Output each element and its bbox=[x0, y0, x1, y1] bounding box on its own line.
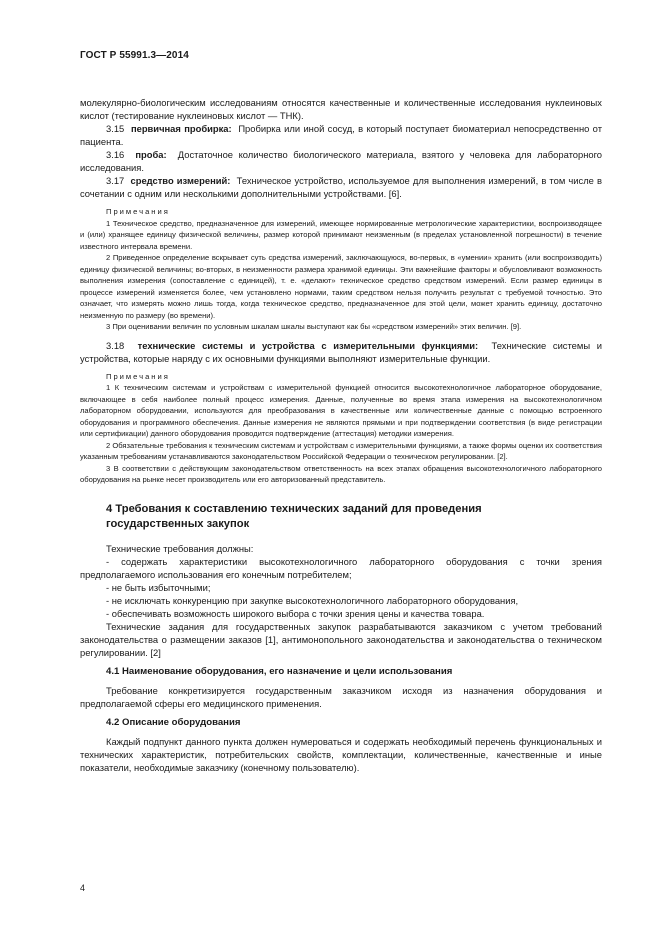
definition-number: 3.18 bbox=[106, 339, 125, 351]
subsection-4-1-text: Требование конкретизируется государственным заказчиком исходя из назначения оборудования и предполагаемой сферы его медицинского применения. bbox=[80, 684, 602, 709]
definition-text: Достаточное количество биологического материала, взятого у человека для лабораторного исследования. bbox=[80, 149, 603, 173]
definition-text: Технические системы и устройства, которые наряду с их основными функциями выполняют измерительные функции. bbox=[80, 339, 603, 364]
definition-term: средство измерений: bbox=[130, 175, 231, 186]
note-item: 2 Приведенное определение вскрывает суть средства измерений, заключающуюся, во-первых, в «умении» хранить (или воспроизводить) единицу физической величины; во-вторых, в неизменности размера хранимой единицы. Эти важнейшие факторы и обусловливают возможность выполнения измерения (сопоставление с единицей), т. е. «делают» техническое средство средством измерений. Если размер единицы в процессе измерений изменяется более, чем установлено нормами, таким средством нельзя получить результат с требуемой точностью. Это означает, что измерять можно лишь тогда, когда техническое средство, предназначенное для этой цели, может хранить единицу, достаточно неизменную по размеру (во времени). bbox=[80, 253, 602, 320]
definition-term: проба: bbox=[135, 149, 167, 160]
subsection-4-2-heading: 4.2 Описание оборудования bbox=[106, 716, 241, 728]
definition-3-17 bbox=[80, 174, 602, 200]
note-item: 3 В соответствии с действующим законодательством ответственность на всех этапах обращения высокотехнологичного лабораторного оборудования на рынке несет производитель или его авторизованный представитель. bbox=[80, 463, 602, 484]
notes-heading: Примечания bbox=[106, 371, 170, 381]
definition-3-15 bbox=[80, 122, 602, 148]
definition-3-16 bbox=[80, 148, 602, 174]
note-item: 1 Техническое средство, предназначенное для измерений, имеющее нормированные метрологические характеристики, воспроизводящее и (или) хранящее единицу физической величины, размер которой принимают неизменным (в пределах установленной погрешности) в течение известного интервала времени. bbox=[80, 218, 602, 251]
section-title-line: 4 Требования к составлению технических заданий для проведения bbox=[106, 502, 482, 515]
subsection-4-1-heading: 4.1 Наименование оборудования, его назначение и цели использования bbox=[106, 665, 453, 677]
definition-text: Техническое устройство, используемое для выполнения измерений, в том числе в сочетании с одним или несколькими дополнительными устройствами. [6]. bbox=[80, 175, 602, 199]
definition-term: первичная пробирка: bbox=[130, 123, 232, 134]
document-body bbox=[80, 96, 602, 774]
intro-paragraph: молекулярно-биологическим исследованиям относятся качественные и количественные исследования нуклеиновых кислот (тестирование нуклеиновых кислот — ТНК). bbox=[80, 97, 602, 121]
subsection-4-2-text: Каждый подпункт данного пункта должен нумероваться и содержать необходимый перечень функциональных и технических характеристик, потребительских свойств, комплектации, количественные, качественные и иные показатели, необходимые заказчику (конечному пользователю). bbox=[80, 735, 602, 773]
notes-heading: Примечания bbox=[106, 207, 170, 216]
section-4-intro: Технические требования должны: bbox=[106, 542, 254, 554]
notes-block-2 bbox=[80, 371, 602, 486]
section-title-line: государственных закупок bbox=[106, 517, 250, 530]
requirement-item: - содержать характеристики высокотехнологичного лабораторного оборудования с точки зрения предполагаемого использования его конечным потребителем; bbox=[80, 555, 602, 580]
note-item: 1 К техническим системам и устройствам с измерительной функцией относится высокотехнологичное лабораторное оборудование, включающее в себя наиболее полный процесс измерения. Данные, полученные во время этапа измерения на высокотехнологичном лабораторном оборудовании, используются для преобразования в качественные или количественные данные с помощью встроенного оборудования и программного обеспечения. Данные измерения не являются прямыми и при подтверждении соответствия (в виде регистрации или сертификации) данного оборудования проводится подтверждение (аттестация) методики измерения. bbox=[80, 383, 602, 438]
section-4-heading bbox=[80, 502, 602, 532]
definition-3-18 bbox=[80, 339, 602, 365]
definition-text: Пробирка или иной сосуд, в который поступает биоматериал непосредственно от пациента. bbox=[80, 123, 602, 147]
requirement-item: - не быть избыточными; bbox=[106, 581, 211, 593]
document-header: ГОСТ Р 55991.3—2014 bbox=[80, 50, 189, 61]
notes-block-1 bbox=[80, 206, 602, 333]
section-4-paragraph: Технические задания для государственных закупок разрабатываются заказчиком с учетом требований законодательства о размещении заказов [1], антимонопольного законодательства и законодательства о техническом регулировании. [2] bbox=[80, 620, 602, 658]
page-number: 4 bbox=[80, 883, 86, 893]
requirement-item: - обеспечивать возможность широкого выбора с точки зрения цены и качества товара. bbox=[106, 607, 485, 619]
definition-number: 3.15 bbox=[106, 123, 125, 134]
note-item: 3 При оценивании величин по условным шкалам шкалы выступают как бы «средством измерений» этих величин. [9]. bbox=[106, 322, 522, 331]
definition-number: 3.17 bbox=[106, 175, 125, 186]
definition-term: технические системы и устройства с измерительными функциями: bbox=[137, 339, 479, 351]
note-item: 2 Обязательные требования к техническим системам и устройствам с измерительными функциями, а также формы оценки их соответствия указанным требованиям устанавливаются законодательством Российской Федерации о техническом регулировании. [2]. bbox=[80, 440, 602, 461]
definition-number: 3.16 bbox=[106, 149, 125, 160]
requirement-item: - не исключать конкуренцию при закупке высокотехнологичного лабораторного оборудования, bbox=[106, 594, 519, 606]
